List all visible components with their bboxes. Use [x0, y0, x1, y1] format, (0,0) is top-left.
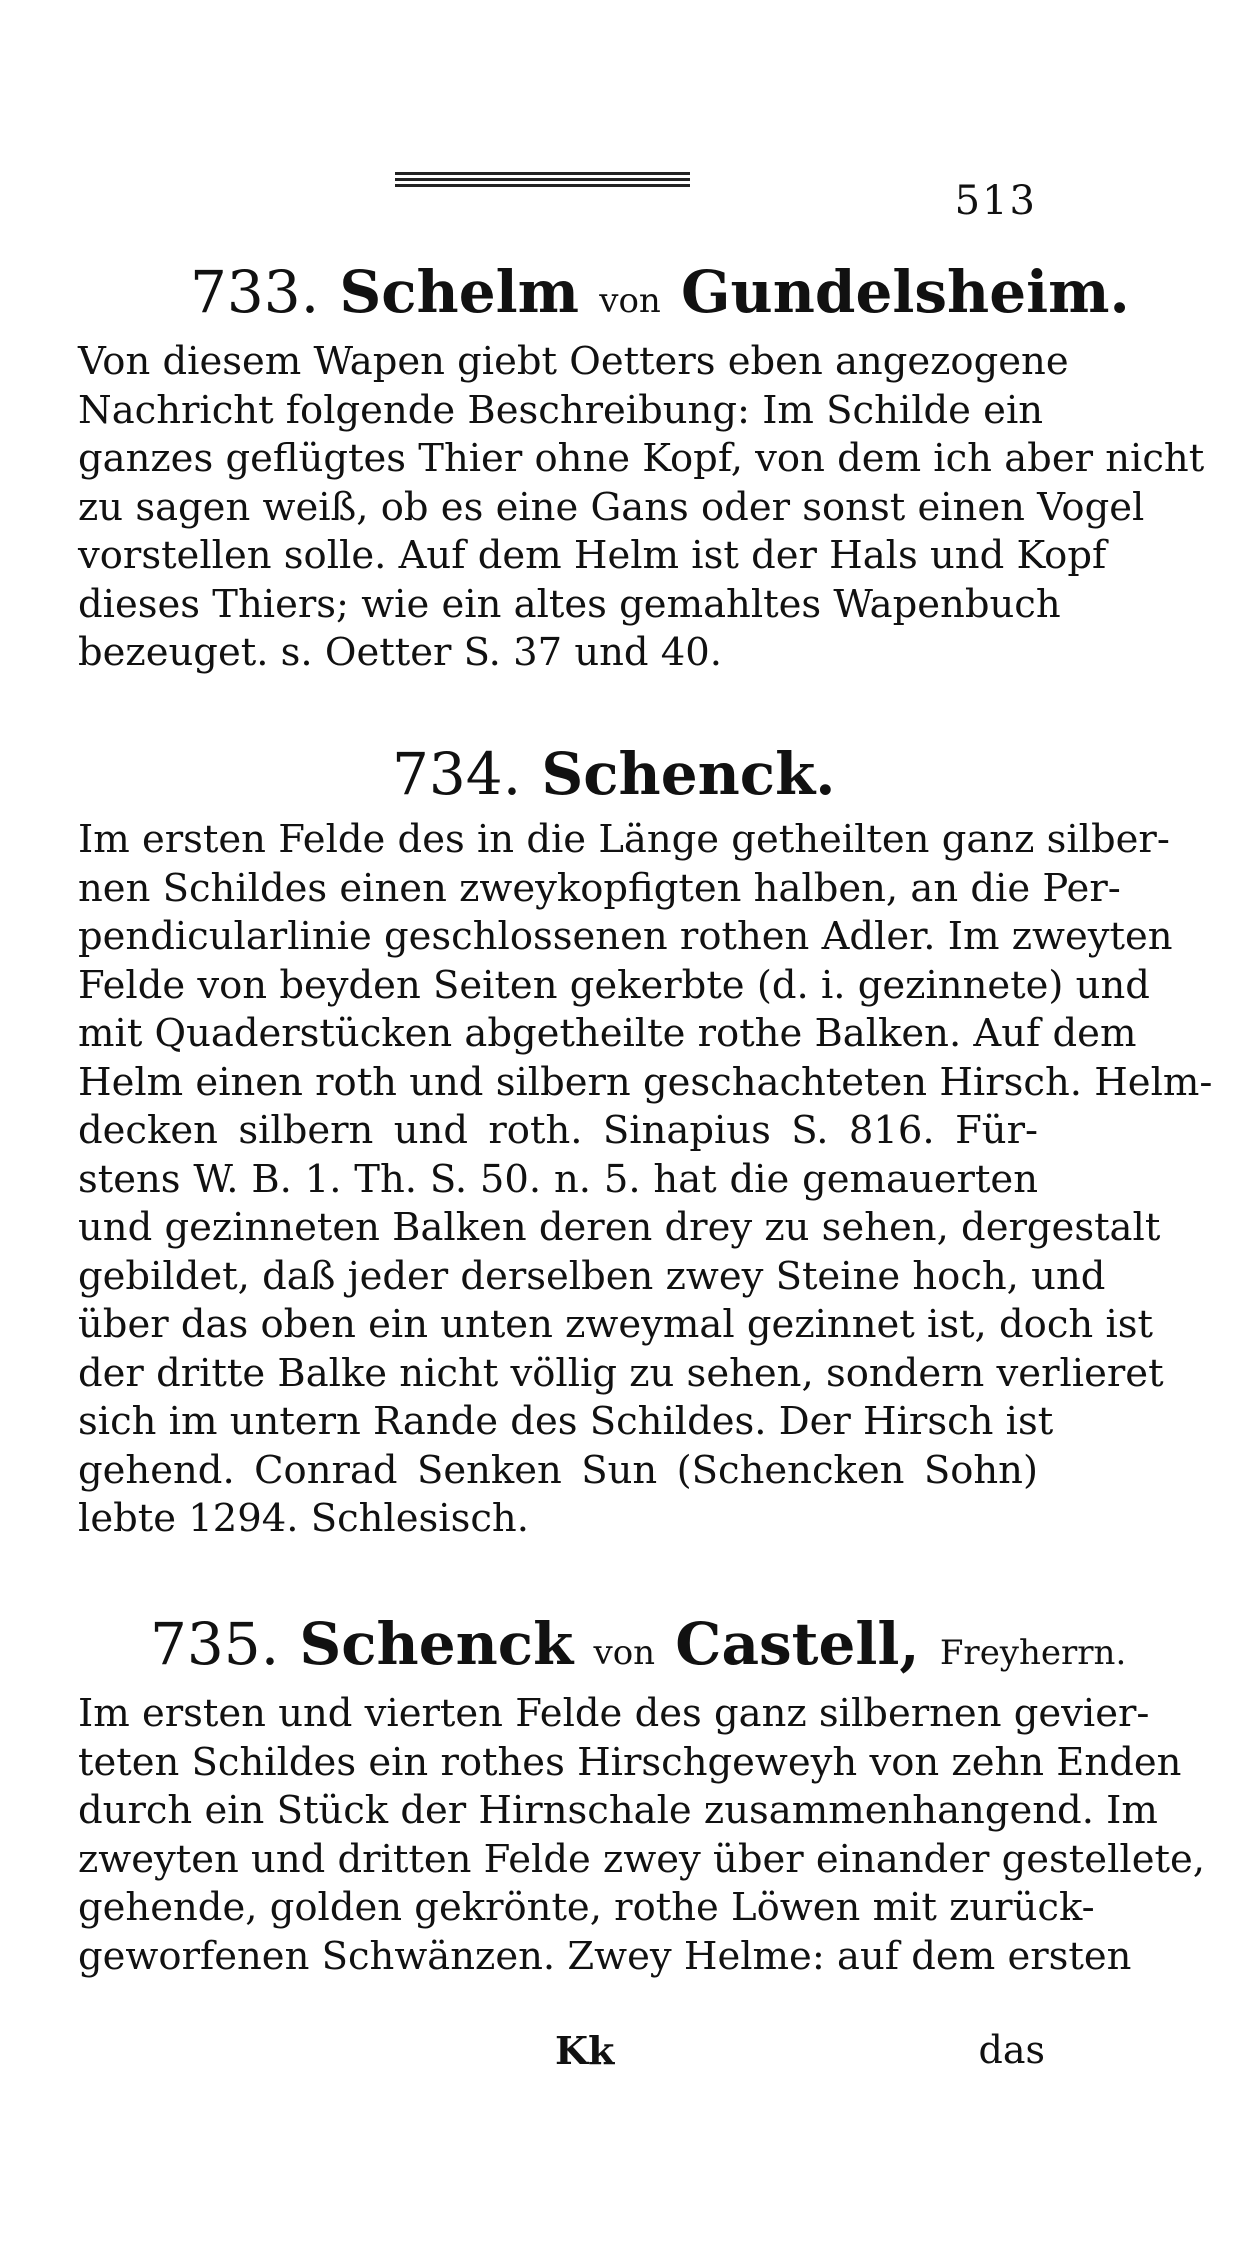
text-line: Felde von beyden Seiten gekerbte (d. i. gezinnete) und — [78, 962, 1150, 1008]
text-line: ganzes geflügtes Thier ohne Kopf, von dem ich aber nicht — [78, 436, 1205, 481]
text-line: geworfenen Schwänzen. Zwey Helme: auf dem ersten — [78, 1933, 1132, 1979]
text-line: zweyten und dritten Felde zwey über einander gestellete, — [78, 1836, 1205, 1882]
entry-particle: von — [593, 1633, 656, 1673]
entry-title: Freyherrn. — [939, 1633, 1127, 1673]
text-line: und gezinneten Balken deren drey zu sehen, dergestalt — [78, 1205, 1161, 1250]
entry-735-text — [78, 1690, 1205, 1981]
entry-number: 733. — [190, 258, 320, 326]
text-line: über das oben ein unten zweymal gezinnet ist, doch ist — [78, 1302, 1153, 1347]
text-line: teten Schildes ein rothes Hirschgeweyh von zehn Enden — [78, 1739, 1182, 1785]
entry-number: 734. — [392, 740, 522, 808]
text-line: Im ersten und vierten Felde des ganz silbernen gevier- — [78, 1691, 1150, 1736]
entry-number: 735. — [150, 1610, 280, 1678]
text-line: Von diesem Wapen giebt Oetters eben angezogene — [78, 339, 1069, 384]
text-line: vorstellen solle. Auf dem Helm ist der Hals und Kopf — [78, 533, 1107, 578]
text-line: Im ersten Felde des in die Länge getheilten ganz silber- — [78, 817, 1170, 862]
header-rule-ornament — [395, 172, 690, 188]
text-line: stens W. B. 1. Th. S. 50. n. 5. hat die gemauerten — [78, 1156, 1038, 1202]
entry-734-heading — [392, 740, 1259, 808]
entry-734-text — [78, 816, 1213, 1544]
entry-733-text — [78, 338, 1205, 678]
page-number: 513 — [954, 178, 1037, 224]
signature-mark: Kk — [555, 2028, 615, 2073]
text-line: lebte 1294. Schlesisch. — [78, 1496, 529, 1541]
entry-particle: von — [599, 281, 661, 321]
text-line: sich im untern Rande des Schildes. Der Hirsch ist — [78, 1399, 1054, 1444]
text-line: mit Quaderstücken abgetheilte rothe Balken. Auf dem — [78, 1011, 1137, 1056]
text-line: gehende, golden gekrönte, rothe Löwen mit zurück- — [78, 1885, 1095, 1930]
text-line: der dritte Balke nicht völlig zu sehen, sondern verlieret — [78, 1350, 1164, 1396]
text-line: Nachricht folgende Beschreibung: Im Schilde ein — [78, 387, 1044, 433]
entry-733-heading — [190, 258, 1259, 326]
text-line: gehend. Conrad Senken Sun (Schencken Sohn) — [78, 1447, 1038, 1493]
text-line: gebildet, daß jeder derselben zwey Steine hoch, und — [78, 1253, 1106, 1299]
text-line: Helm einen roth und silbern geschachteten Hirsch. Helm- — [78, 1059, 1213, 1105]
text-line: zu sagen weiß, ob es eine Gans oder sonst einen Vogel — [78, 484, 1145, 530]
entry-name: Schenck. — [541, 740, 836, 808]
text-line: decken silbern und roth. Sinapius S. 816. Für- — [78, 1108, 1038, 1153]
entry-place: Gundelsheim. — [681, 258, 1130, 326]
text-line: bezeuget. s. Oetter S. 37 und 40. — [78, 630, 723, 675]
catchword: das — [978, 2028, 1045, 2072]
entry-place: Castell, — [675, 1610, 920, 1678]
text-line: pendicularlinie geschlossenen rothen Adler. Im zweyten — [78, 914, 1173, 959]
text-line: durch ein Stück der Hirnschale zusammenhangend. Im — [78, 1788, 1158, 1833]
entry-735-heading — [150, 1610, 1259, 1678]
entry-name: Schenck — [299, 1610, 574, 1678]
text-line: nen Schildes einen zweykopfigten halben, an die Per- — [78, 865, 1121, 911]
entry-name: Schelm — [339, 258, 580, 326]
text-line: dieses Thiers; wie ein altes gemahltes Wapenbuch — [78, 581, 1061, 627]
